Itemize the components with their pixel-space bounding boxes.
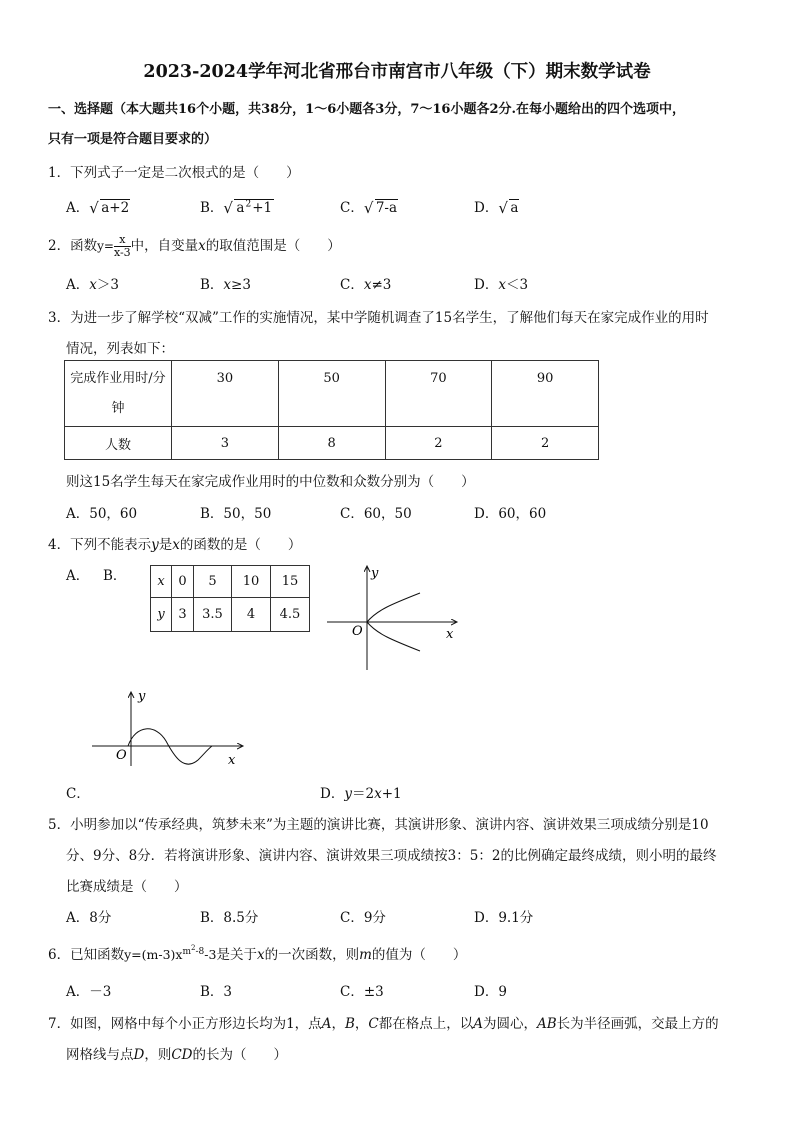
q6-option-b: B．3 [200,984,233,1000]
q3-row-label: 人数 [65,427,172,460]
q4-table-x-value: 10 [232,566,271,598]
q3-header-value: 50 [278,361,385,427]
q4-option-b-label: B． [103,568,127,584]
q7-stem-line2: 网格线与点D，则CD的长为（ ） [66,1047,287,1063]
q4-table-y-label: y [151,598,172,632]
q3-stem-line1: 3．为进一步了解学校“双减”工作的实施情况，某中学随机调查了15名学生，了解他们每天在家完成作业的用时 [48,310,709,326]
q1-option-b: B．√ $a^2+1$ [200,196,274,216]
q2-stem: 2．函数y= $\frac{x}{x-3}$ 中，自变量x的取值范围是（ ） [48,233,341,259]
graph-x-label: x [228,753,236,768]
graph-y-label: y [371,566,379,581]
parabola-lower-branch [367,622,420,651]
q5-option-d: D．9.1分 [474,910,534,926]
q2-option-c: C．x≠3 [340,277,392,293]
q3-row-value: 2 [492,427,599,460]
q3-header-label: 完成作业用时/分 钟 [65,361,172,427]
q5-option-a: A．8分 [66,910,112,926]
q4-table-x-value: 15 [271,566,310,598]
section-header-line1: 一、选择题（本大题共16个小题，共38分，1～6小题各3分，7～16小题各2分.在每小题给出的四个选项中， [48,102,686,117]
q6-stem: 6．已知函数$y=(m-3)x^{m^2-8}-3$是关于x的一次函数，则m的值为（ ） [48,943,467,963]
q4-graph-parabola [322,560,462,675]
q3-header-value: 90 [492,361,599,427]
q5-stem-line3: 比赛成绩是（ ） [66,879,188,895]
q2-fraction: $\frac{x}{x-3}$ [113,233,131,259]
q5-option-b: B．8.5分 [200,910,259,926]
q4-stem: 4．下列不能表示y是x的函数的是（ ） [48,537,302,553]
q5-stem-line1: 5．小明参加以“传承经典，筑梦未来”为主题的演讲比赛，其演讲形象、演讲内容、演讲效果三项成绩分别是10 [48,817,709,833]
q4-table-x-value: 5 [194,566,232,598]
q4-option-c-label: C． [66,786,90,802]
q4-table-y-value: 3 [172,598,194,632]
q1-option-c: C．√ 7-a [340,196,398,216]
q3-row-value: 2 [385,427,492,460]
q3-option-c: C．60，50 [340,506,412,522]
graph-x-label: x [446,627,454,642]
q4-table-x-value: 0 [172,566,194,598]
q3-header-value: 30 [172,361,279,427]
q3-option-a: A．50，60 [66,506,138,522]
q3-row-value: 8 [278,427,385,460]
q3-option-b: B．50，50 [200,506,272,522]
q3-option-d: D．60，60 [474,506,547,522]
q5-stem-line2: 分、9分、8分．若将演讲形象、演讲内容、演讲效果三项成绩按3：5：2的比例确定最终成绩，则小明的最终 [66,848,717,864]
graph-origin-label: O [352,624,363,639]
q4-option-a-label: A． [66,568,90,584]
q7-stem-line1: 7．如图，网格中每个小正方形边长均为1，点A，B，C都在格点上，以A为圆心，AB长为半径画弧，交最上方的 [48,1016,719,1032]
q4-table-y-value: 4.5 [271,598,310,632]
q4-table-y-value: 3.5 [194,598,232,632]
q6-option-c: C．±3 [340,984,384,1000]
q2-option-d: D．x＜3 [474,277,529,293]
q4-table [150,565,310,632]
q3-stem-line2: 情况，列表如下： [66,341,174,357]
q3-header-value: 70 [385,361,492,427]
q1-stem: 1．下列式子一定是二次根式的是（ ） [48,165,300,181]
q4-graph-sine [88,686,248,768]
graph-origin-label: O [116,748,127,763]
q3-row-value: 3 [172,427,279,460]
q4-table-y-value: 4 [232,598,271,632]
section-header-line2: 只有一项是符合题目要求的） [48,132,218,147]
q6-option-a: A．－3 [66,984,112,1000]
q6-option-d: D．9 [474,984,507,1000]
q4-option-d: D．y＝2x+1 [320,786,402,802]
q4-table-x-label: x [151,566,172,598]
q3-question: 则这15名学生每天在家完成作业用时的中位数和众数分别为（ ） [66,474,475,490]
q1-option-d: D．√ a [474,196,519,216]
q2-option-b: B．x≥3 [200,277,251,293]
q3-table [64,360,599,460]
q1-option-a: A．√ a+2 [66,196,130,216]
sine-curve [128,729,212,764]
q2-option-a: A．x＞3 [66,277,119,293]
parabola-upper-branch [367,593,420,622]
q5-option-c: C．9分 [340,910,386,926]
page-title: 2023-2024学年河北省邢台市南宫市八年级（下）期末数学试卷 [143,62,651,82]
graph-y-label: y [138,689,146,704]
